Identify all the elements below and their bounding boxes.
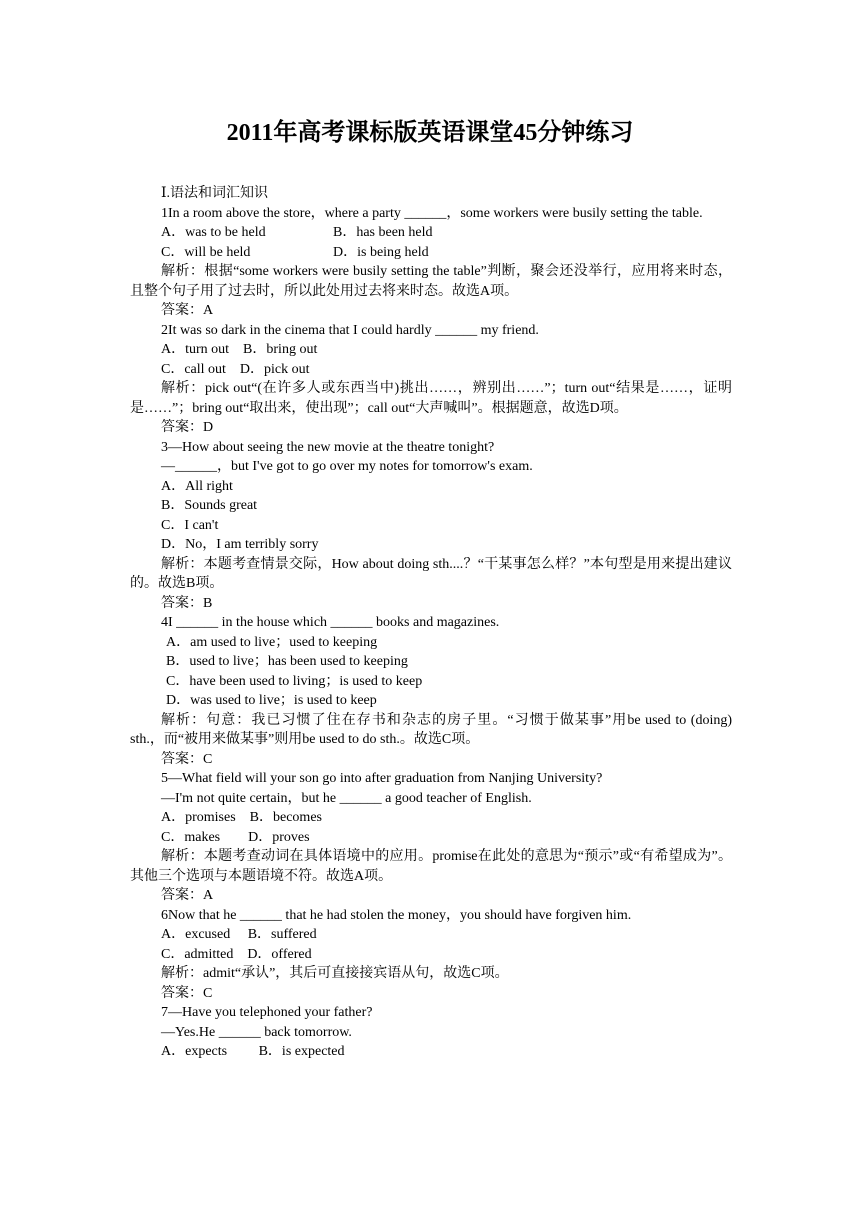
question-4-option-c: C．have been used to living；is used to keep <box>166 673 423 689</box>
option-b: B．has been held <box>333 225 433 240</box>
question-3-analysis: 解析：本题考查情景交际，How about doing sth....？“干某事怎么样？”本句型是用来提出建议的。故选B项。 <box>130 556 732 591</box>
question-6-options-cd: C．admitted D．offered <box>161 946 312 962</box>
question-4-option-a: A．am used to live；used to keeping <box>166 634 378 650</box>
question-5-stem-line1: 5—What field will your son go into after graduation from Nanjing University? <box>161 771 603 786</box>
question-1-options-cd <box>130 243 732 263</box>
question-6-analysis: 解析：admit“承认”，其后可直接接宾语从句，故选C项。 <box>161 966 509 981</box>
question-1-stem: 1In a room above the store，where a party ______，some workers were busily setting the table. <box>161 205 703 221</box>
question-4-option-d: D．was used to live；is used to keep <box>166 693 377 708</box>
page-title: 2011年高考课标版英语课堂45分钟练习 <box>226 120 634 146</box>
option-a: A．was to be held <box>161 225 266 240</box>
question-6-stem: 6Now that he ______ that he had stolen the money，you should have forgiven him. <box>161 907 632 923</box>
question-3-stem-line2: —______，but I've got to go over my notes for tomorrow's exam. <box>161 459 533 474</box>
question-5-options-ab: A．promises B．becomes <box>161 810 322 825</box>
exercise-body <box>130 184 732 1062</box>
question-4-analysis: 解析：句意：我已习惯了住在存书和杂志的房子里。“习惯于做某事”用be used to (doing) sth.，而“被用来做某事”则用be used to do sth.。故选C项。 <box>130 712 732 747</box>
question-5-options-cd: C．makes D．proves <box>161 829 310 845</box>
question-1-options-ab <box>130 223 732 243</box>
question-4-answer: 答案：C <box>161 751 213 767</box>
question-2-analysis: 解析：pick out“(在许多人或东西当中)挑出……，辨别出……”；turn out“结果是……，证明是……”；bring out“取出来，使出现”；call out“大声喊叫”。根据题意，故选D项。 <box>130 381 732 416</box>
question-3-option-b: B．Sounds great <box>161 498 258 513</box>
question-4-option-b: B．used to live；has been used to keeping <box>166 654 408 669</box>
question-7-options-ab: A．expects B．is expected <box>161 1044 345 1059</box>
question-2-options-ab: A．turn out B．bring out <box>161 342 318 357</box>
question-6-answer: 答案：C <box>161 985 213 1001</box>
question-3-answer: 答案：B <box>161 595 213 611</box>
question-2-answer: 答案：D <box>161 420 214 435</box>
question-2-stem: 2It was so dark in the cinema that I could hardly ______ my friend. <box>161 322 539 338</box>
question-2-options-cd: C．call out D．pick out <box>161 361 310 377</box>
question-7-stem-line1: 7—Have you telephoned your father? <box>161 1005 373 1020</box>
question-6-options-ab: A．excused B．suffered <box>161 927 317 942</box>
option-d: D．is being held <box>333 244 429 260</box>
option-c: C．will be held <box>161 244 251 260</box>
question-4-stem: 4I ______ in the house which ______ books and magazines. <box>161 615 500 630</box>
question-3-option-d: D．No，I am terribly sorry <box>161 537 319 552</box>
question-5-stem-line2: —I'm not quite certain，but he ______ a good teacher of English. <box>161 790 532 806</box>
question-3-stem-line1: 3—How about seeing the new movie at the theatre tonight? <box>161 439 495 455</box>
question-5-analysis: 解析：本题考查动词在具体语境中的应用。promise在此处的意思为“预示”或“有希望成为”。其他三个选项与本题语境不符。故选A项。 <box>130 849 732 884</box>
section-heading: Ⅰ.语法和词汇知识 <box>161 186 269 201</box>
question-3-option-a: A．All right <box>161 478 233 494</box>
question-5-answer: 答案：A <box>161 888 214 903</box>
question-1-analysis: 解析：根据“some workers were busily setting the table”判断，聚会还没举行，应用将来时态，且整个句子用了过去时，所以此处用过去将来时态。故选A项。 <box>130 264 732 299</box>
question-1-answer: 答案：A <box>161 303 214 318</box>
question-3-option-c: C．I can't <box>161 517 219 533</box>
question-7-stem-line2: —Yes.He ______ back tomorrow. <box>161 1024 352 1040</box>
